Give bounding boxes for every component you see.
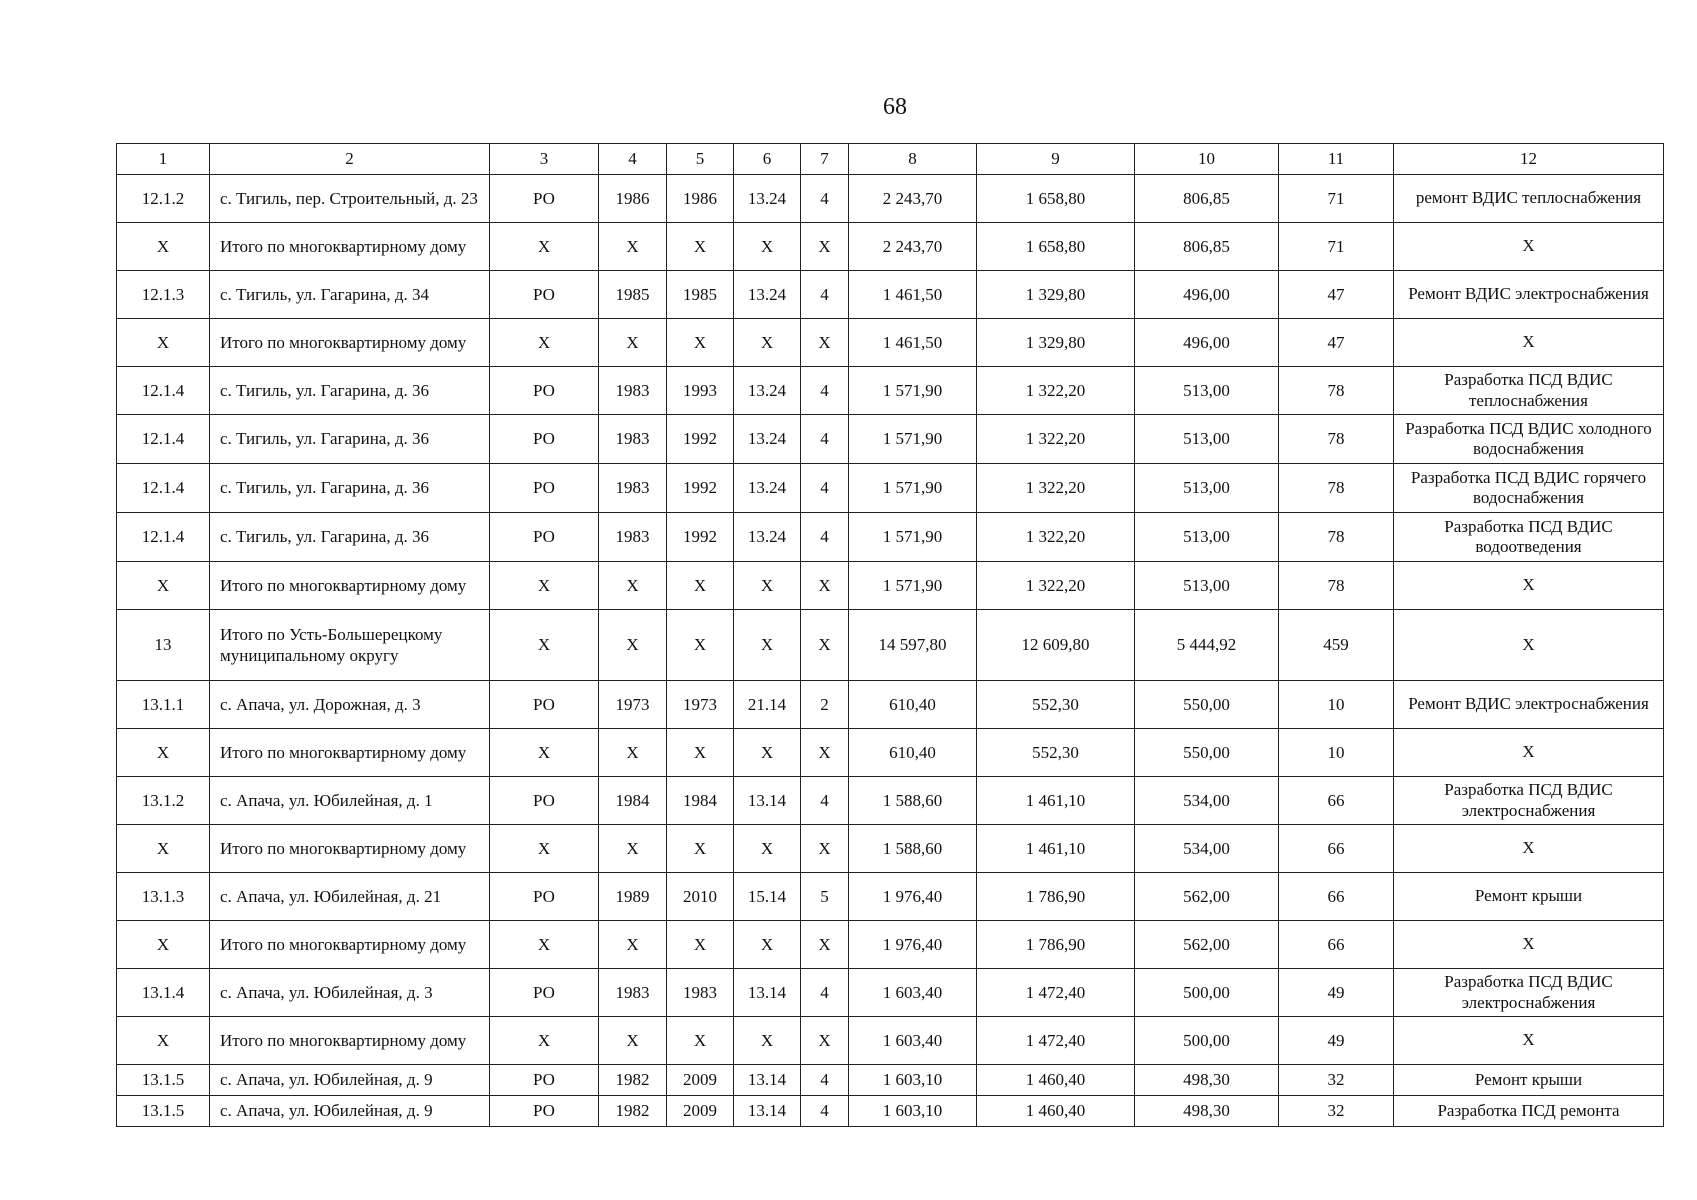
table-cell-col-11: 49 xyxy=(1279,1017,1394,1065)
table-cell-col-2: с. Апача, ул. Юбилейная, д. 3 xyxy=(210,969,490,1017)
table-cell-col-8: 1 571,90 xyxy=(849,464,977,513)
table-cell-col-9: 1 786,90 xyxy=(977,873,1135,921)
table-cell-col-11: 66 xyxy=(1279,921,1394,969)
table-cell-col-4: 1985 xyxy=(599,271,667,319)
table-cell-col-12: Разработка ПСД ВДИС холодного водоснабжения xyxy=(1394,415,1664,464)
table-cell-col-10: 496,00 xyxy=(1135,271,1279,319)
table-cell-col-12: Ремонт крыши xyxy=(1394,1065,1664,1096)
table-cell-col-6: 13.24 xyxy=(734,464,801,513)
table-cell-col-1: Х xyxy=(117,729,210,777)
table-cell-col-4: 1973 xyxy=(599,681,667,729)
table-cell-col-3: Х xyxy=(490,319,599,367)
table-cell-col-8: 1 603,40 xyxy=(849,1017,977,1065)
table-cell-col-4: Х xyxy=(599,1017,667,1065)
table-cell-col-1: 13.1.4 xyxy=(117,969,210,1017)
table-cell-col-7: Х xyxy=(801,319,849,367)
table-cell-col-12: Х xyxy=(1394,1017,1664,1065)
table-cell-col-4: 1983 xyxy=(599,367,667,415)
table-cell-col-1: 12.1.4 xyxy=(117,415,210,464)
table-cell-col-10: 806,85 xyxy=(1135,175,1279,223)
table-cell-col-7: 5 xyxy=(801,873,849,921)
table-cell-col-5: 1992 xyxy=(667,513,734,562)
table-cell-col-10: 498,30 xyxy=(1135,1065,1279,1096)
header-cell-1: 1 xyxy=(117,144,210,175)
table-cell-col-6: 13.14 xyxy=(734,1096,801,1127)
table-cell-col-5: Х xyxy=(667,1017,734,1065)
table-cell-col-12: Разработка ПСД ВДИС теплоснабжения xyxy=(1394,367,1664,415)
table-cell-col-8: 1 461,50 xyxy=(849,319,977,367)
table-cell-col-2: с. Тигиль, ул. Гагарина, д. 36 xyxy=(210,513,490,562)
table-cell-col-7: Х xyxy=(801,562,849,610)
table-cell-col-6: Х xyxy=(734,921,801,969)
table-cell-col-7: 4 xyxy=(801,415,849,464)
table-cell-col-10: 513,00 xyxy=(1135,513,1279,562)
table-cell-col-1: Х xyxy=(117,825,210,873)
table-cell-col-1: 13.1.2 xyxy=(117,777,210,825)
table-cell-col-6: 13.14 xyxy=(734,777,801,825)
table-cell-col-12: Х xyxy=(1394,319,1664,367)
table-cell-col-3: РО xyxy=(490,777,599,825)
table-cell-col-2: с. Тигиль, ул. Гагарина, д. 36 xyxy=(210,464,490,513)
table-cell-col-9: 1 461,10 xyxy=(977,777,1135,825)
table-row xyxy=(117,873,1664,921)
header-cell-12: 12 xyxy=(1394,144,1664,175)
table-cell-col-7: 4 xyxy=(801,969,849,1017)
table-cell-col-6: 13.24 xyxy=(734,175,801,223)
table-cell-col-4: Х xyxy=(599,610,667,681)
table-cell-col-4: 1983 xyxy=(599,464,667,513)
header-row xyxy=(117,144,1664,175)
table-cell-col-11: 66 xyxy=(1279,825,1394,873)
table-cell-col-11: 78 xyxy=(1279,367,1394,415)
table-row xyxy=(117,777,1664,825)
table-cell-col-1: Х xyxy=(117,223,210,271)
table-cell-col-6: 21.14 xyxy=(734,681,801,729)
table-cell-col-4: Х xyxy=(599,921,667,969)
table-cell-col-2: с. Тигиль, ул. Гагарина, д. 36 xyxy=(210,367,490,415)
table-row xyxy=(117,969,1664,1017)
table-cell-col-3: Х xyxy=(490,562,599,610)
table-cell-col-7: Х xyxy=(801,1017,849,1065)
table-cell-col-8: 1 588,60 xyxy=(849,825,977,873)
table-cell-col-11: 32 xyxy=(1279,1096,1394,1127)
table-cell-col-10: 513,00 xyxy=(1135,367,1279,415)
table-cell-col-5: Х xyxy=(667,729,734,777)
table-cell-col-11: 71 xyxy=(1279,223,1394,271)
table-cell-col-12: Х xyxy=(1394,729,1664,777)
table-cell-col-11: 78 xyxy=(1279,513,1394,562)
table-cell-col-9: 1 460,40 xyxy=(977,1065,1135,1096)
table-cell-col-3: РО xyxy=(490,873,599,921)
table-cell-col-2: с. Апача, ул. Юбилейная, д. 9 xyxy=(210,1065,490,1096)
table-cell-col-12: Разработка ПСД ремонта xyxy=(1394,1096,1664,1127)
table-cell-col-2: с. Тигиль, ул. Гагарина, д. 36 xyxy=(210,415,490,464)
table-cell-col-12: Ремонт ВДИС электроснабжения xyxy=(1394,681,1664,729)
table-cell-col-4: 1982 xyxy=(599,1065,667,1096)
table-cell-col-7: 2 xyxy=(801,681,849,729)
table-cell-col-4: Х xyxy=(599,729,667,777)
table-cell-col-1: 12.1.3 xyxy=(117,271,210,319)
table-cell-col-9: 1 322,20 xyxy=(977,464,1135,513)
table-cell-col-11: 78 xyxy=(1279,415,1394,464)
table-cell-col-7: Х xyxy=(801,223,849,271)
table-cell-col-7: 4 xyxy=(801,175,849,223)
table-cell-col-11: 66 xyxy=(1279,873,1394,921)
table-cell-col-1: 13.1.5 xyxy=(117,1096,210,1127)
table-cell-col-3: РО xyxy=(490,681,599,729)
table-cell-col-12: Ремонт крыши xyxy=(1394,873,1664,921)
table-cell-col-11: 66 xyxy=(1279,777,1394,825)
table-cell-col-4: 1983 xyxy=(599,969,667,1017)
table-cell-col-2: Итого по Усть-Большерецкому муниципальному округу xyxy=(210,610,490,681)
table-cell-col-5: Х xyxy=(667,223,734,271)
table-cell-col-2: с. Апача, ул. Юбилейная, д. 21 xyxy=(210,873,490,921)
table-row xyxy=(117,1096,1664,1127)
table-cell-col-9: 552,30 xyxy=(977,729,1135,777)
table-cell-col-8: 1 461,50 xyxy=(849,271,977,319)
table-cell-col-11: 71 xyxy=(1279,175,1394,223)
table-cell-col-1: Х xyxy=(117,1017,210,1065)
table-cell-col-8: 1 603,40 xyxy=(849,969,977,1017)
table-cell-col-10: 513,00 xyxy=(1135,415,1279,464)
table-row xyxy=(117,1017,1664,1065)
table-cell-col-6: Х xyxy=(734,223,801,271)
table-cell-col-9: 12 609,80 xyxy=(977,610,1135,681)
table-cell-col-10: 562,00 xyxy=(1135,873,1279,921)
table-row xyxy=(117,825,1664,873)
header-cell-8: 8 xyxy=(849,144,977,175)
table-cell-col-5: 1973 xyxy=(667,681,734,729)
table-cell-col-3: Х xyxy=(490,610,599,681)
table-cell-col-11: 459 xyxy=(1279,610,1394,681)
table-cell-col-8: 1 571,90 xyxy=(849,513,977,562)
table-cell-col-5: Х xyxy=(667,825,734,873)
table-cell-col-4: Х xyxy=(599,223,667,271)
table-cell-col-9: 1 460,40 xyxy=(977,1096,1135,1127)
table-cell-col-11: 47 xyxy=(1279,319,1394,367)
table-cell-col-3: Х xyxy=(490,825,599,873)
table-row xyxy=(117,562,1664,610)
housing-repair-table xyxy=(116,143,1664,1127)
table-cell-col-3: РО xyxy=(490,1096,599,1127)
table-cell-col-3: РО xyxy=(490,415,599,464)
table-cell-col-2: Итого по многоквартирному дому xyxy=(210,729,490,777)
table-cell-col-10: 500,00 xyxy=(1135,969,1279,1017)
table-cell-col-8: 2 243,70 xyxy=(849,175,977,223)
table-cell-col-9: 1 322,20 xyxy=(977,562,1135,610)
table-cell-col-3: Х xyxy=(490,1017,599,1065)
table-cell-col-2: Итого по многоквартирному дому xyxy=(210,562,490,610)
table-row xyxy=(117,681,1664,729)
table-cell-col-1: Х xyxy=(117,562,210,610)
table-cell-col-11: 32 xyxy=(1279,1065,1394,1096)
table-cell-col-3: РО xyxy=(490,175,599,223)
table-cell-col-9: 1 329,80 xyxy=(977,319,1135,367)
table-cell-col-5: 1983 xyxy=(667,969,734,1017)
table-cell-col-12: Х xyxy=(1394,921,1664,969)
table-cell-col-12: Разработка ПСД ВДИС водоотведения xyxy=(1394,513,1664,562)
table-cell-col-7: 4 xyxy=(801,777,849,825)
table-cell-col-3: РО xyxy=(490,1065,599,1096)
table-cell-col-11: 47 xyxy=(1279,271,1394,319)
table-cell-col-6: 13.24 xyxy=(734,271,801,319)
table-cell-col-6: Х xyxy=(734,1017,801,1065)
table-cell-col-3: Х xyxy=(490,223,599,271)
table-row xyxy=(117,415,1664,464)
table-cell-col-5: 1993 xyxy=(667,367,734,415)
table-cell-col-9: 1 786,90 xyxy=(977,921,1135,969)
table-cell-col-8: 1 571,90 xyxy=(849,562,977,610)
table-cell-col-2: Итого по многоквартирному дому xyxy=(210,825,490,873)
table-cell-col-10: 806,85 xyxy=(1135,223,1279,271)
table-body xyxy=(117,175,1664,1127)
header-cell-10: 10 xyxy=(1135,144,1279,175)
table-cell-col-10: 562,00 xyxy=(1135,921,1279,969)
table-cell-col-3: Х xyxy=(490,729,599,777)
table-cell-col-6: Х xyxy=(734,562,801,610)
table-cell-col-11: 78 xyxy=(1279,562,1394,610)
table-cell-col-7: Х xyxy=(801,610,849,681)
table-cell-col-4: 1989 xyxy=(599,873,667,921)
table-cell-col-1: 12.1.4 xyxy=(117,464,210,513)
table-row xyxy=(117,223,1664,271)
table-cell-col-5: 2010 xyxy=(667,873,734,921)
table-cell-col-9: 1 322,20 xyxy=(977,513,1135,562)
table-cell-col-11: 10 xyxy=(1279,681,1394,729)
table-cell-col-9: 1 472,40 xyxy=(977,1017,1135,1065)
table-cell-col-12: Разработка ПСД ВДИС горячего водоснабжения xyxy=(1394,464,1664,513)
table-cell-col-2: с. Апача, ул. Дорожная, д. 3 xyxy=(210,681,490,729)
table-cell-col-2: Итого по многоквартирному дому xyxy=(210,921,490,969)
page-number: 68 xyxy=(883,94,907,120)
table-cell-col-6: 13.24 xyxy=(734,367,801,415)
table-cell-col-2: с. Апача, ул. Юбилейная, д. 1 xyxy=(210,777,490,825)
table-cell-col-10: 498,30 xyxy=(1135,1096,1279,1127)
table-cell-col-4: Х xyxy=(599,562,667,610)
table-cell-col-5: 2009 xyxy=(667,1065,734,1096)
table-cell-col-6: 15.14 xyxy=(734,873,801,921)
table-cell-col-10: 513,00 xyxy=(1135,562,1279,610)
table-cell-col-3: РО xyxy=(490,464,599,513)
table-cell-col-1: Х xyxy=(117,319,210,367)
table-cell-col-3: РО xyxy=(490,271,599,319)
table-cell-col-12: ремонт ВДИС теплоснабжения xyxy=(1394,175,1664,223)
table-cell-col-7: 4 xyxy=(801,1065,849,1096)
table-cell-col-12: Х xyxy=(1394,223,1664,271)
table-cell-col-4: Х xyxy=(599,319,667,367)
table-cell-col-1: 12.1.2 xyxy=(117,175,210,223)
table-cell-col-5: 1986 xyxy=(667,175,734,223)
table-cell-col-5: 1985 xyxy=(667,271,734,319)
table-row xyxy=(117,921,1664,969)
table-cell-col-5: Х xyxy=(667,562,734,610)
table-cell-col-10: 550,00 xyxy=(1135,729,1279,777)
header-cell-2: 2 xyxy=(210,144,490,175)
table-cell-col-5: Х xyxy=(667,319,734,367)
table-cell-col-1: 12.1.4 xyxy=(117,367,210,415)
table-cell-col-8: 610,40 xyxy=(849,729,977,777)
table-cell-col-8: 610,40 xyxy=(849,681,977,729)
table-cell-col-11: 10 xyxy=(1279,729,1394,777)
table-cell-col-1: 13 xyxy=(117,610,210,681)
table-cell-col-1: 13.1.1 xyxy=(117,681,210,729)
header-cell-9: 9 xyxy=(977,144,1135,175)
table-cell-col-4: 1982 xyxy=(599,1096,667,1127)
table-cell-col-3: РО xyxy=(490,513,599,562)
table-cell-col-8: 1 603,10 xyxy=(849,1065,977,1096)
table-row xyxy=(117,367,1664,415)
table-cell-col-1: Х xyxy=(117,921,210,969)
table-cell-col-12: Разработка ПСД ВДИС электроснабжения xyxy=(1394,777,1664,825)
table-cell-col-3: РО xyxy=(490,367,599,415)
table-cell-col-8: 1 976,40 xyxy=(849,921,977,969)
table-cell-col-8: 1 976,40 xyxy=(849,873,977,921)
table-cell-col-9: 1 322,20 xyxy=(977,367,1135,415)
table-cell-col-9: 1 658,80 xyxy=(977,175,1135,223)
table-cell-col-4: 1984 xyxy=(599,777,667,825)
table-cell-col-12: Х xyxy=(1394,825,1664,873)
table-cell-col-7: Х xyxy=(801,825,849,873)
table-row xyxy=(117,319,1664,367)
table-cell-col-11: 49 xyxy=(1279,969,1394,1017)
table-row xyxy=(117,610,1664,681)
table-cell-col-7: Х xyxy=(801,921,849,969)
table-cell-col-7: 4 xyxy=(801,513,849,562)
table-row xyxy=(117,729,1664,777)
table-cell-col-5: Х xyxy=(667,921,734,969)
table-cell-col-2: Итого по многоквартирному дому xyxy=(210,319,490,367)
table-cell-col-7: 4 xyxy=(801,1096,849,1127)
table-cell-col-6: Х xyxy=(734,319,801,367)
table-cell-col-7: Х xyxy=(801,729,849,777)
table-cell-col-2: с. Тигиль, пер. Строительный, д. 23 xyxy=(210,175,490,223)
table-cell-col-12: Х xyxy=(1394,610,1664,681)
table-cell-col-8: 1 588,60 xyxy=(849,777,977,825)
table-cell-col-6: Х xyxy=(734,610,801,681)
table-cell-col-4: 1986 xyxy=(599,175,667,223)
table-cell-col-9: 1 461,10 xyxy=(977,825,1135,873)
table-row xyxy=(117,271,1664,319)
table-cell-col-4: 1983 xyxy=(599,513,667,562)
table-cell-col-5: 1992 xyxy=(667,415,734,464)
table-row xyxy=(117,1065,1664,1096)
header-cell-4: 4 xyxy=(599,144,667,175)
table-cell-col-10: 534,00 xyxy=(1135,825,1279,873)
table-cell-col-12: Х xyxy=(1394,562,1664,610)
table-cell-col-9: 1 658,80 xyxy=(977,223,1135,271)
table-cell-col-5: 2009 xyxy=(667,1096,734,1127)
table-cell-col-8: 1 571,90 xyxy=(849,367,977,415)
table-cell-col-6: 13.24 xyxy=(734,415,801,464)
header-cell-11: 11 xyxy=(1279,144,1394,175)
table-cell-col-2: Итого по многоквартирному дому xyxy=(210,223,490,271)
table-cell-col-9: 1 472,40 xyxy=(977,969,1135,1017)
header-cell-5: 5 xyxy=(667,144,734,175)
table-cell-col-8: 2 243,70 xyxy=(849,223,977,271)
table-cell-col-9: 1 322,20 xyxy=(977,415,1135,464)
table-cell-col-8: 14 597,80 xyxy=(849,610,977,681)
table-cell-col-7: 4 xyxy=(801,367,849,415)
table-cell-col-9: 552,30 xyxy=(977,681,1135,729)
table-cell-col-11: 78 xyxy=(1279,464,1394,513)
table-cell-col-10: 5 444,92 xyxy=(1135,610,1279,681)
table-cell-col-6: 13.14 xyxy=(734,969,801,1017)
table-cell-col-2: Итого по многоквартирному дому xyxy=(210,1017,490,1065)
table-cell-col-4: 1983 xyxy=(599,415,667,464)
table-row xyxy=(117,513,1664,562)
table-cell-col-1: 12.1.4 xyxy=(117,513,210,562)
table-cell-col-5: 1984 xyxy=(667,777,734,825)
table-cell-col-3: РО xyxy=(490,969,599,1017)
table-cell-col-1: 13.1.5 xyxy=(117,1065,210,1096)
table-row xyxy=(117,464,1664,513)
table-cell-col-6: 13.14 xyxy=(734,1065,801,1096)
table-cell-col-10: 500,00 xyxy=(1135,1017,1279,1065)
table-cell-col-6: 13.24 xyxy=(734,513,801,562)
table-cell-col-8: 1 571,90 xyxy=(849,415,977,464)
table-cell-col-9: 1 329,80 xyxy=(977,271,1135,319)
table-cell-col-7: 4 xyxy=(801,464,849,513)
table-cell-col-8: 1 603,10 xyxy=(849,1096,977,1127)
table-cell-col-6: Х xyxy=(734,729,801,777)
table-cell-col-12: Разработка ПСД ВДИС электроснабжения xyxy=(1394,969,1664,1017)
table-cell-col-4: Х xyxy=(599,825,667,873)
table-header xyxy=(117,144,1664,175)
table-cell-col-3: Х xyxy=(490,921,599,969)
header-cell-7: 7 xyxy=(801,144,849,175)
table-cell-col-2: с. Апача, ул. Юбилейная, д. 9 xyxy=(210,1096,490,1127)
table-cell-col-2: с. Тигиль, ул. Гагарина, д. 34 xyxy=(210,271,490,319)
header-cell-3: 3 xyxy=(490,144,599,175)
table-cell-col-10: 513,00 xyxy=(1135,464,1279,513)
table-cell-col-10: 496,00 xyxy=(1135,319,1279,367)
table-cell-col-5: 1992 xyxy=(667,464,734,513)
table-cell-col-10: 534,00 xyxy=(1135,777,1279,825)
table-cell-col-1: 13.1.3 xyxy=(117,873,210,921)
table-row xyxy=(117,175,1664,223)
table-cell-col-6: Х xyxy=(734,825,801,873)
table-cell-col-10: 550,00 xyxy=(1135,681,1279,729)
table-cell-col-5: Х xyxy=(667,610,734,681)
table-cell-col-12: Ремонт ВДИС электроснабжения xyxy=(1394,271,1664,319)
table-cell-col-7: 4 xyxy=(801,271,849,319)
header-cell-6: 6 xyxy=(734,144,801,175)
